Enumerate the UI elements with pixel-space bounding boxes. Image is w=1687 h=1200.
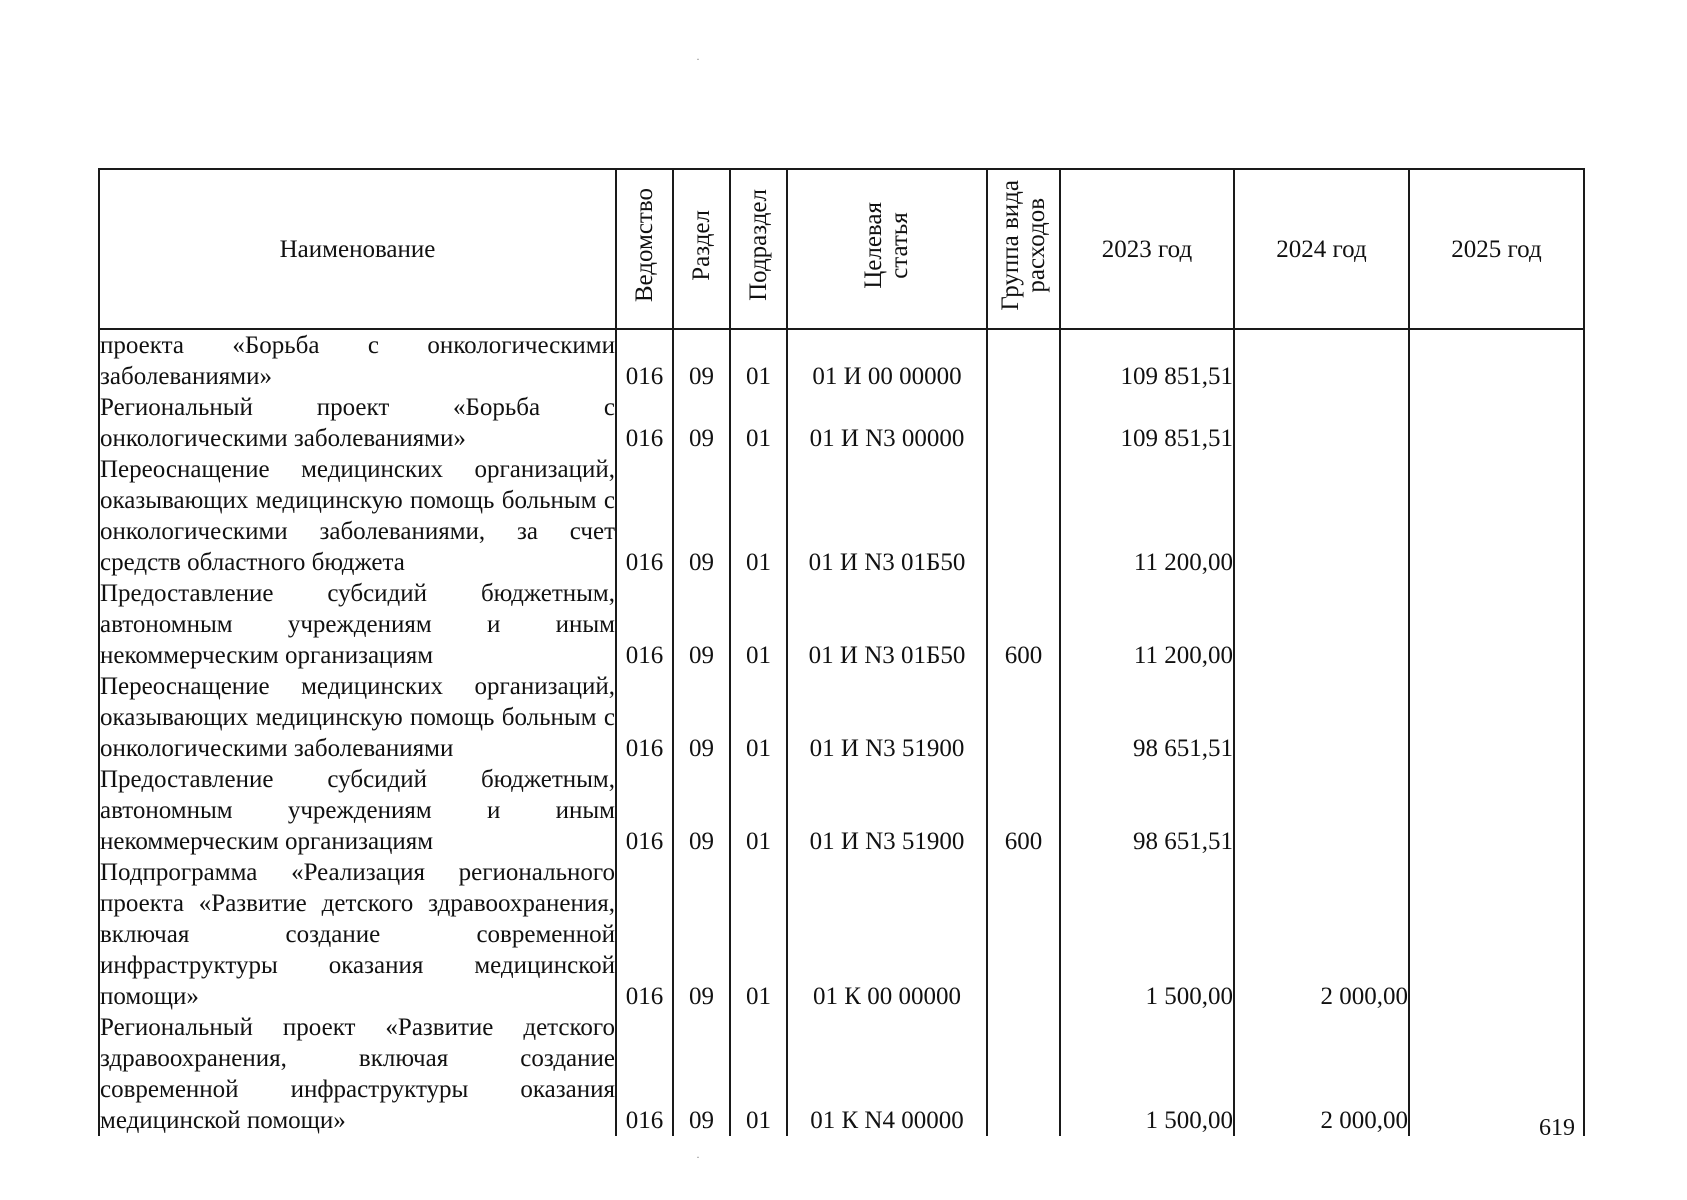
cell-razdel: 09 bbox=[673, 671, 730, 764]
cell-2024: 2 000,00 bbox=[1234, 857, 1409, 1012]
cell-vedomstvo: 016 bbox=[616, 392, 673, 454]
cell-razdel: 09 bbox=[673, 329, 730, 392]
table-row bbox=[99, 671, 1584, 764]
cell-podrazdel: 01 bbox=[730, 857, 787, 1012]
cell-razdel: 09 bbox=[673, 857, 730, 1012]
cell-2023: 11 200,00 bbox=[1060, 454, 1234, 578]
cell-gruppa-vida bbox=[987, 1012, 1060, 1136]
cell-gruppa-vida bbox=[987, 392, 1060, 454]
table-row bbox=[99, 329, 1584, 392]
header-podrazdel: Подраздел bbox=[730, 169, 787, 329]
cell-2023: 1 500,00 bbox=[1060, 857, 1234, 1012]
cell-name: Предоставление субсидий бюджетным, автономным учреждениям и иным некоммерческим организациям bbox=[100, 766, 615, 855]
scan-speck: · bbox=[696, 52, 700, 66]
cell-gruppa-vida bbox=[987, 671, 1060, 764]
cell-2024 bbox=[1234, 329, 1409, 392]
cell-podrazdel: 01 bbox=[730, 329, 787, 392]
cell-celevaya-statya: 01 И N3 51900 bbox=[787, 764, 987, 857]
header-vedomstvo: Ведомство bbox=[616, 169, 673, 329]
cell-name: Региональный проект «Борьба с онкологическими заболеваниями» bbox=[100, 394, 615, 452]
cell-name: Переоснащение медицинских организаций, оказывающих медицинскую помощь больным с онкологическими заболеваниями, за счет средств областного бюджета bbox=[100, 456, 615, 576]
cell-name: Региональный проект «Развитие детского здравоохранения, включая создание современной инфраструктуры оказания медицинской помощи» bbox=[100, 1014, 615, 1134]
cell-podrazdel: 01 bbox=[730, 392, 787, 454]
cell-celevaya-statya: 01 И 00 00000 bbox=[787, 329, 987, 392]
cell-razdel: 09 bbox=[673, 454, 730, 578]
cell-gruppa-vida: 600 bbox=[987, 578, 1060, 671]
header-2024: 2024 год bbox=[1234, 169, 1409, 329]
table-body bbox=[99, 329, 1584, 1136]
cell-celevaya-statya: 01 К 00 00000 bbox=[787, 857, 987, 1012]
header-celevaya-statya: Целевая статья bbox=[787, 169, 987, 329]
cell-2025 bbox=[1409, 671, 1584, 764]
cell-2024 bbox=[1234, 578, 1409, 671]
cell-vedomstvo: 016 bbox=[616, 671, 673, 764]
cell-podrazdel: 01 bbox=[730, 1012, 787, 1136]
cell-2025 bbox=[1409, 764, 1584, 857]
header-2023: 2023 год bbox=[1060, 169, 1234, 329]
page-number: 619 bbox=[1539, 1115, 1575, 1141]
cell-2023: 98 651,51 bbox=[1060, 764, 1234, 857]
cell-razdel: 09 bbox=[673, 578, 730, 671]
scan-speck: · bbox=[696, 1150, 700, 1164]
cell-celevaya-statya: 01 И N3 51900 bbox=[787, 671, 987, 764]
cell-podrazdel: 01 bbox=[730, 671, 787, 764]
table-row bbox=[99, 1012, 1584, 1136]
cell-gruppa-vida: 600 bbox=[987, 764, 1060, 857]
cell-celevaya-statya: 01 И N3 01Б50 bbox=[787, 578, 987, 671]
cell-2025 bbox=[1409, 329, 1584, 392]
cell-podrazdel: 01 bbox=[730, 454, 787, 578]
cell-vedomstvo: 016 bbox=[616, 764, 673, 857]
cell-vedomstvo: 016 bbox=[616, 1012, 673, 1136]
table-row bbox=[99, 764, 1584, 857]
cell-celevaya-statya: 01 И N3 00000 bbox=[787, 392, 987, 454]
cell-razdel: 09 bbox=[673, 1012, 730, 1136]
cell-razdel: 09 bbox=[673, 392, 730, 454]
cell-gruppa-vida bbox=[987, 329, 1060, 392]
cell-name: Подпрограмма «Реализация регионального проекта «Развитие детского здравоохранения, включая создание современной инфраструктуры оказания медицинской помощи» bbox=[100, 859, 615, 1010]
header-2025: 2025 год bbox=[1409, 169, 1584, 329]
table-header bbox=[99, 169, 1584, 329]
cell-2023: 1 500,00 bbox=[1060, 1012, 1234, 1136]
cell-2025 bbox=[1409, 578, 1584, 671]
cell-celevaya-statya: 01 К N4 00000 bbox=[787, 1012, 987, 1136]
cell-2023: 98 651,51 bbox=[1060, 671, 1234, 764]
cell-vedomstvo: 016 bbox=[616, 578, 673, 671]
cell-2023: 109 851,51 bbox=[1060, 392, 1234, 454]
cell-name: Переоснащение медицинских организаций, оказывающих медицинскую помощь больным с онкологическими заболеваниями bbox=[100, 673, 615, 762]
cell-gruppa-vida bbox=[987, 857, 1060, 1012]
table-row bbox=[99, 454, 1584, 578]
cell-name: проекта «Борьба с онкологическими заболеваниями» bbox=[99, 329, 616, 392]
cell-vedomstvo: 016 bbox=[616, 329, 673, 392]
cell-2023: 109 851,51 bbox=[1060, 329, 1234, 392]
cell-2024 bbox=[1234, 454, 1409, 578]
cell-podrazdel: 01 bbox=[730, 764, 787, 857]
cell-podrazdel: 01 bbox=[730, 578, 787, 671]
cell-celevaya-statya: 01 И N3 01Б50 bbox=[787, 454, 987, 578]
table-row bbox=[99, 857, 1584, 1012]
cell-2023: 11 200,00 bbox=[1060, 578, 1234, 671]
table-row bbox=[99, 578, 1584, 671]
cell-2024: 2 000,00 bbox=[1234, 1012, 1409, 1136]
header-razdel: Раздел bbox=[673, 169, 730, 329]
table-row bbox=[99, 392, 1584, 454]
cell-vedomstvo: 016 bbox=[616, 454, 673, 578]
cell-vedomstvo: 016 bbox=[616, 857, 673, 1012]
cell-razdel: 09 bbox=[673, 764, 730, 857]
cell-2025 bbox=[1409, 392, 1584, 454]
cell-name: Предоставление субсидий бюджетным, автономным учреждениям и иным некоммерческим организациям bbox=[100, 580, 615, 669]
cell-gruppa-vida bbox=[987, 454, 1060, 578]
header-gruppa-vida-rashodov: Группа вида расходов bbox=[987, 169, 1060, 329]
cell-2025 bbox=[1409, 454, 1584, 578]
cell-2025 bbox=[1409, 857, 1584, 1012]
cell-2024 bbox=[1234, 671, 1409, 764]
header-name: Наименование bbox=[99, 169, 616, 329]
cell-2024 bbox=[1234, 392, 1409, 454]
cell-2024 bbox=[1234, 764, 1409, 857]
budget-table bbox=[98, 168, 1585, 1136]
